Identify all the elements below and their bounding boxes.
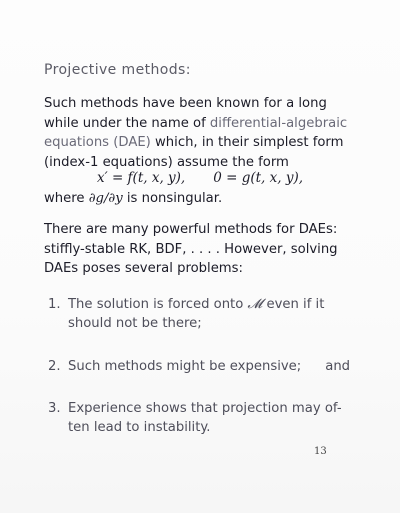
list-tail: and (325, 359, 351, 374)
where-suffix: is nonsingular. (122, 191, 223, 206)
intro-line-4: (index-1 equations) assume the form (44, 154, 289, 170)
intro-line-3 (44, 133, 370, 153)
intro-text: which, in their simplest form (150, 135, 344, 150)
ode-equation: x′ = f(t, x, y), (96, 170, 186, 186)
list-line: Experience shows that projection may of- (68, 401, 342, 416)
manifold-symbol: 𝓜 (247, 297, 263, 312)
list-line: ten lead to instability. (68, 420, 211, 435)
intro-text: while under the name of (44, 115, 210, 131)
nonsingular-condition (44, 191, 222, 206)
list-text: Such methods might be expensive; (68, 359, 302, 374)
dae-term: differential-algebraic (209, 115, 348, 131)
word: long (298, 96, 327, 111)
constraint-equation: 0 = g(t, x, y), (213, 170, 303, 186)
methods-line-2: stiffly-stable RK, BDF, . . . . However, solving (44, 241, 338, 257)
jacobian-math: ∂g/∂y (88, 191, 123, 206)
section-heading: Projective methods: (44, 62, 191, 78)
methods-line-1: There are many powerful methods for DAEs: (44, 222, 338, 237)
dae-formula (0, 170, 400, 186)
word: for (263, 96, 282, 111)
intro-paragraph (44, 94, 370, 172)
list-number: 3. (48, 401, 61, 416)
word: Such (44, 96, 77, 111)
where-prefix: where (44, 191, 89, 206)
list-text: even if it (262, 297, 325, 312)
list-line (68, 295, 368, 314)
word: have (142, 96, 175, 111)
word: known (216, 96, 260, 111)
word: a (286, 96, 295, 111)
list-item-body (68, 357, 368, 376)
dae-abbreviation: (DAE) (113, 135, 151, 150)
list-number: 2. (48, 359, 61, 374)
dae-term-continued: equations (44, 135, 114, 150)
list-line (68, 357, 368, 376)
intro-line-1 (44, 94, 370, 114)
methods-paragraph (44, 220, 370, 279)
word: methods (80, 96, 139, 111)
list-item-body (68, 295, 368, 333)
intro-line-2 (44, 114, 370, 134)
list-line: should not be there; (68, 316, 202, 331)
list-number: 1. (48, 297, 61, 312)
word: been (179, 96, 213, 111)
list-text: The solution is forced onto (68, 297, 248, 312)
list-item-body (68, 399, 368, 437)
methods-line-3: DAEs poses several problems: (44, 261, 243, 276)
page-number: 13 (314, 446, 327, 457)
